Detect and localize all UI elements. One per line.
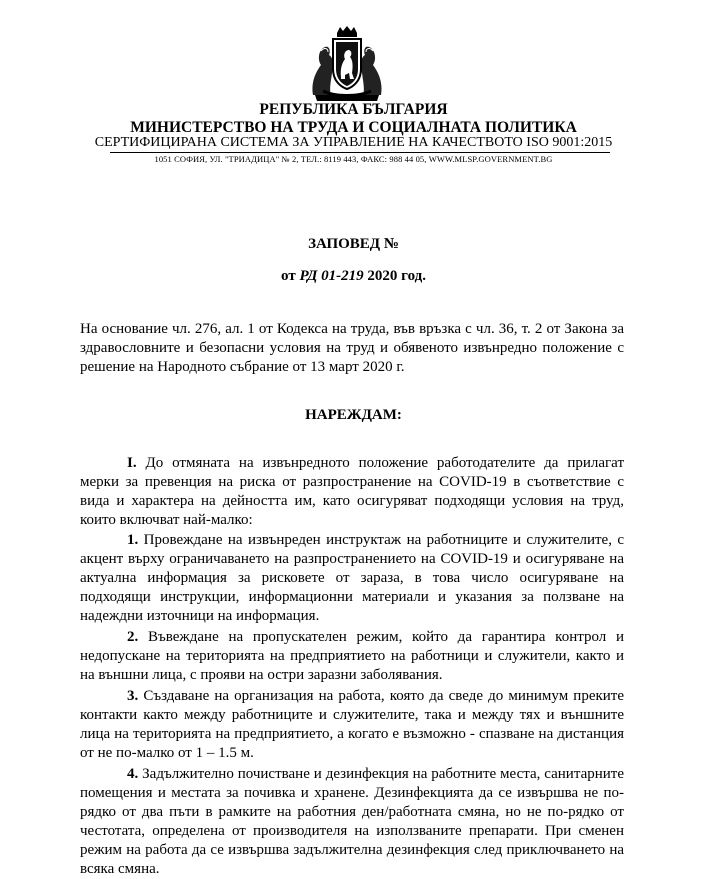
ministry-name: МИНИСТЕРСТВО НА ТРУДА И СОЦИАЛНАТА ПОЛИТИКА (130, 119, 577, 136)
list-item (80, 687, 624, 763)
item-text: Задължително почистване и дезинфекция на работните места, санитарните помещения и местата за почивка и хранене. Дезинфекцията да се извършва не по-рядко от два пъти в рамките на работния ден/работната смяна, но не по-рядко от честотата, определена от производителя на използваните препарати. При сменен режим на работа да се извършва задължителна дезинфекция след приключването на всяка смяна. (80, 766, 625, 877)
list-item (80, 765, 624, 879)
section-1-paragraph (80, 454, 624, 530)
document-number: РД 01-219 (299, 268, 364, 284)
header-divider (110, 152, 610, 153)
item-number: 3. (127, 688, 139, 704)
date-suffix: 2020 год. (367, 268, 426, 284)
item-number: 2. (127, 629, 139, 645)
section-1-label: I. (127, 455, 137, 471)
date-prefix: от (281, 268, 296, 284)
address-line: 1051 СОФИЯ, УЛ. "ТРИАДИЦА" № 2, ТЕЛ.: 8119 443, ФАКС: 988 44 05, WWW.MLSP.GOVERNMENT.BG (154, 154, 553, 164)
item-number: 4. (127, 766, 139, 782)
item-number: 1. (127, 532, 139, 548)
list-item (80, 531, 624, 626)
section-1-text: До отмяната на извънредното положение работодателите да прилагат мерки за превенция на риска от разпространение на COVID-19 в съответствие с вида и характера на дейността им, като осигуряват подходящи условия на труд, които включват най-малко: (80, 455, 625, 528)
item-text: Създаване на организация на работа, която да сведе до минимум преките контакти както между работниците и служителите, така и между тях и външните лица на територията на предприятието, а когато е възможно - спазване на дистанция от не по-малко от 1 – 1.5 м. (80, 688, 625, 761)
certification-line: СЕРТИФИЦИРАНА СИСТЕМА ЗА УПРАВЛЕНИЕ НА КАЧЕСТВОТО ISO 9001:2015 (94, 135, 613, 150)
document-date (0, 268, 707, 285)
coat-of-arms-emblem (307, 25, 387, 103)
item-text: Въвеждане на пропускателен режим, който да гарантира контрол и недопускане на територията на предприятието на работници и служители, както и на външни лица, с прояви на остри заразни заболявания. (80, 629, 624, 683)
legal-basis-paragraph: На основание чл. 276, ал. 1 от Кодекса на труда, във връзка с чл. 36, т. 2 от Закона за здравословните и безопасни условия на труд и обявеното извънредно положение с решение на Народното събрание от 13 март 2020 г. (80, 321, 624, 375)
order-heading: НАРЕЖДАМ: (305, 407, 402, 423)
country-name: РЕПУБЛИКА БЪЛГАРИЯ (259, 101, 448, 118)
document-title: ЗАПОВЕД № (308, 236, 399, 252)
item-text: Провеждане на извънреден инструктаж на работниците и служителите, с акцент върху ограничаването на разпространението на COVID-19 и осигуряване на актуална информация за рисковете от зараза, в това число осигуряване на подходящи инструкции, информационни материали и указания за ползване на надеждни източници на информация. (80, 532, 625, 624)
list-item (80, 628, 624, 685)
